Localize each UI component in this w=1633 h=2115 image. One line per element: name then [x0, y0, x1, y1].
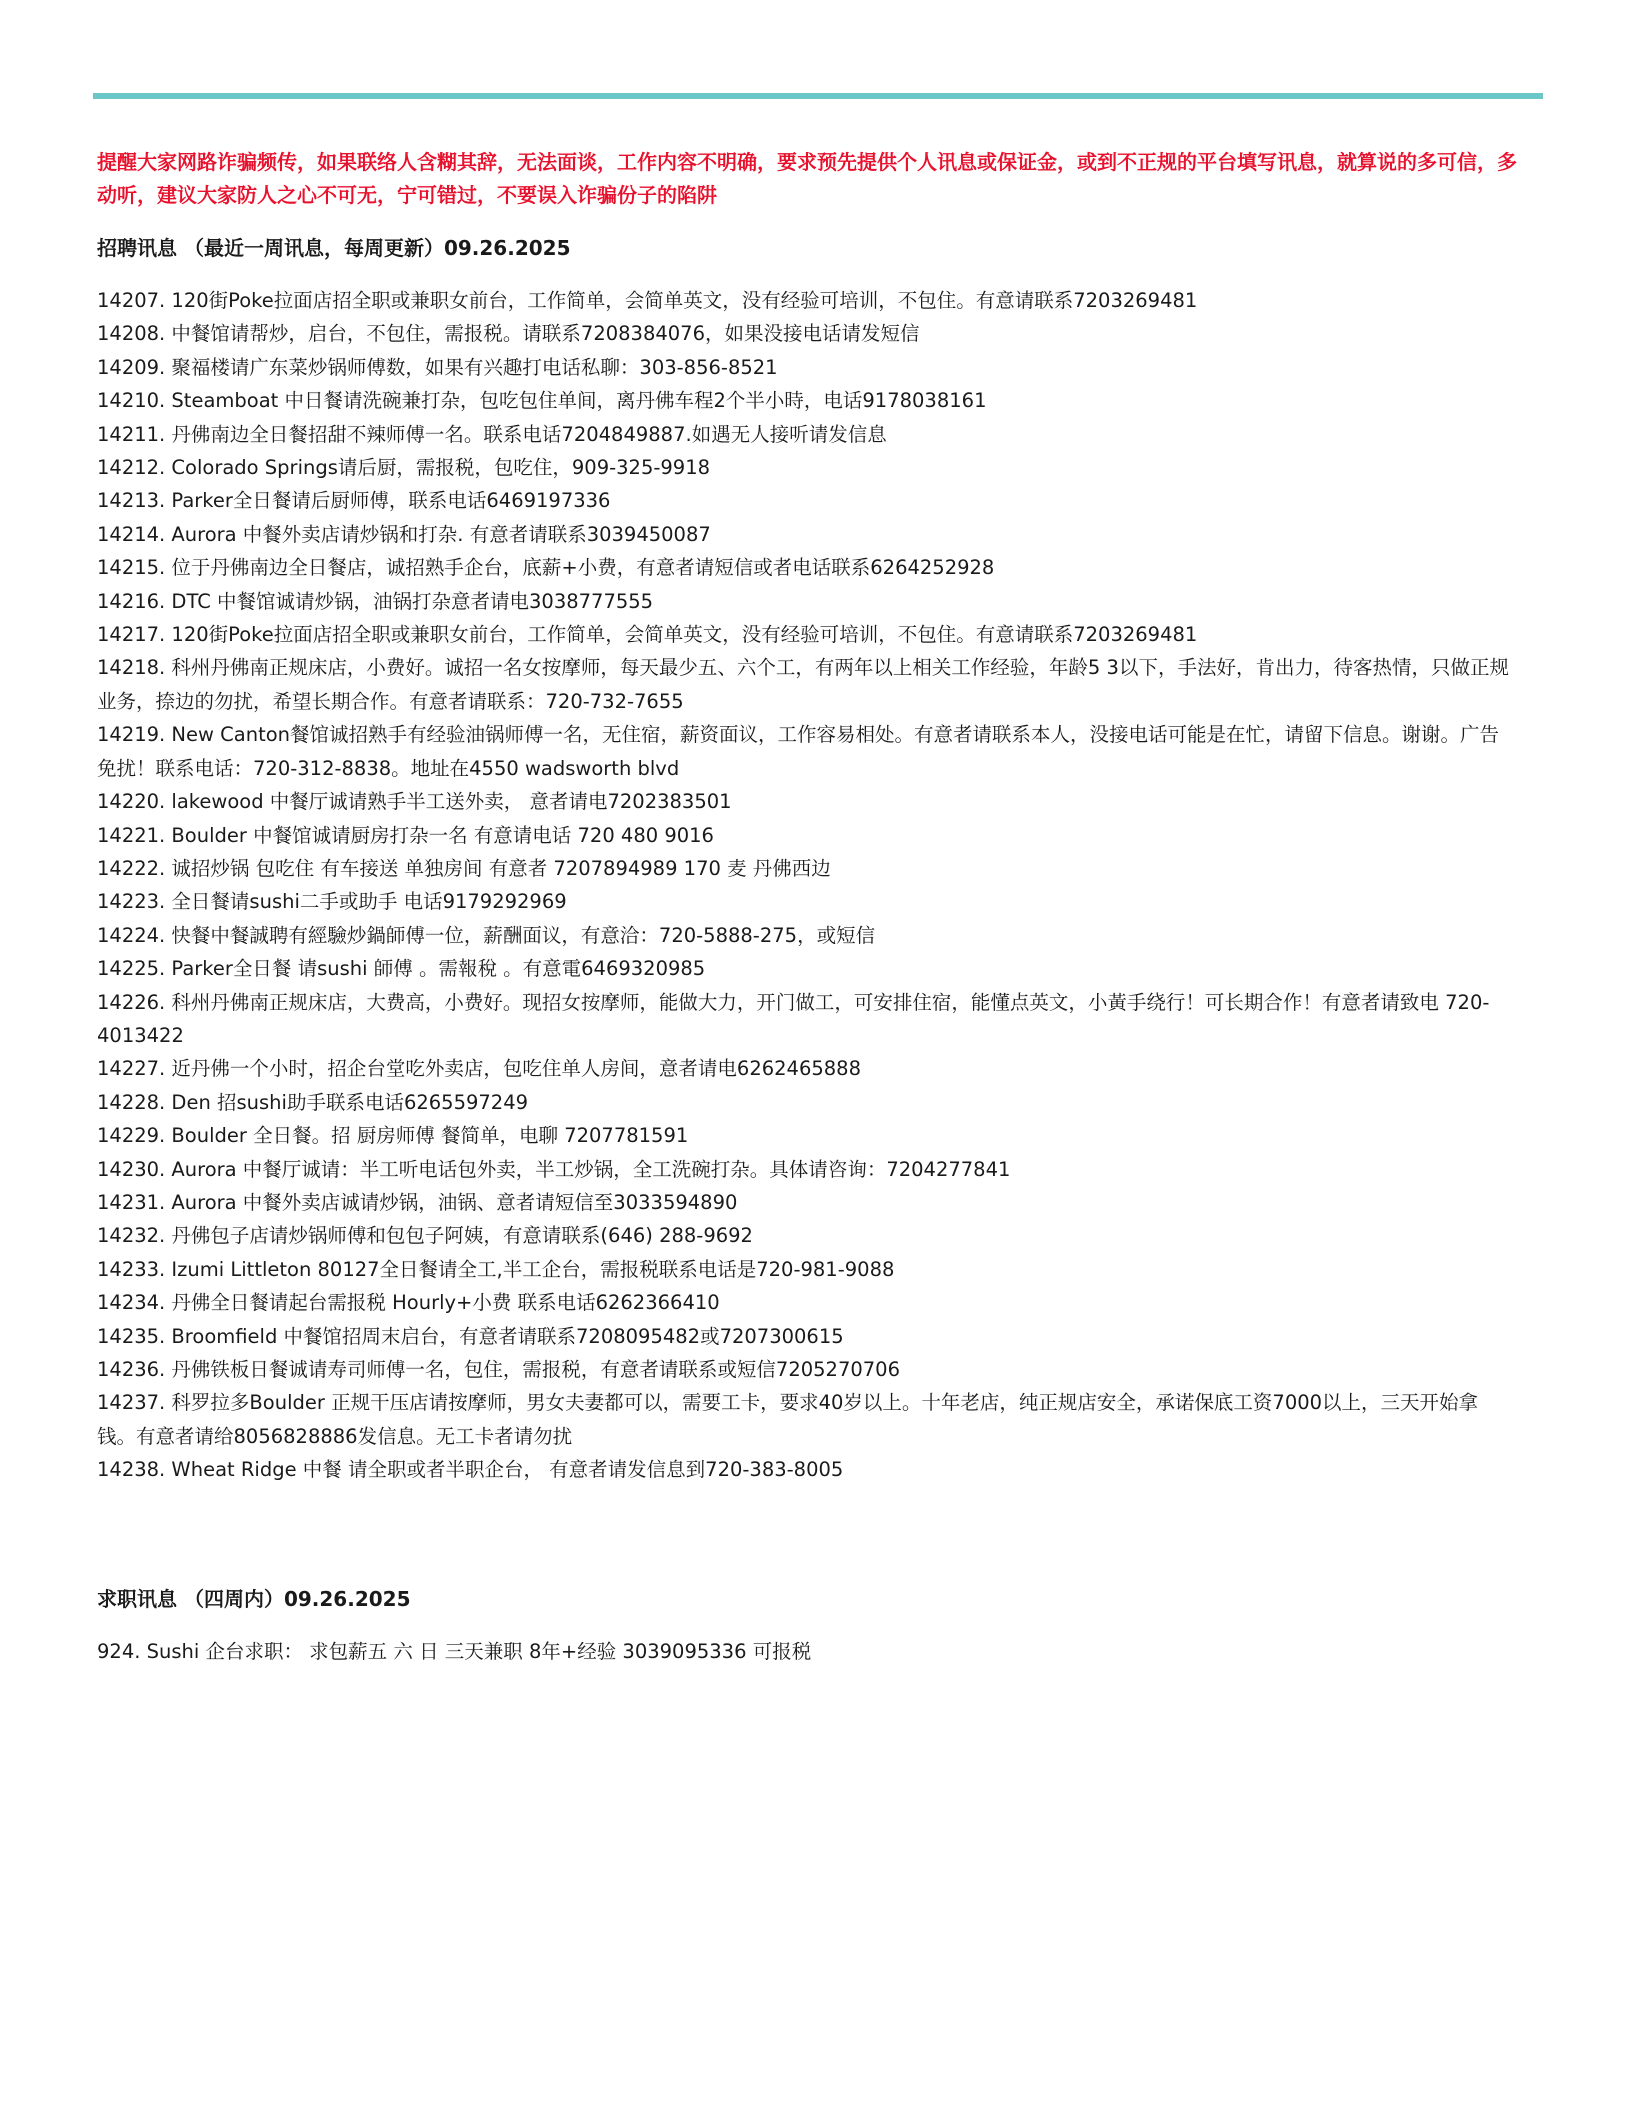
list-item: 14218. 科州丹佛南正规床店，小费好。诚招一名女按摩师，每天最少五、六个工，有两年以上相关工作经验，年龄5 3以下，手法好，肯出力，待客热情，只做正规业务，捺边的勿扰，希望长期合作。有意者请联系：720-732-7655 [97, 656, 1509, 713]
list-item: 14231. Aurora 中餐外卖店诚请炒锅，油锅、意者请短信至3033594890 [97, 1190, 738, 1214]
seeker-listings [97, 1635, 1517, 1668]
list-item: 14213. Parker全日餐请后厨师傅，联系电话6469197336 [97, 489, 611, 513]
list-item: 14214. Aurora 中餐外卖店请炒锅和打杂. 有意者请联系3039450087 [97, 522, 711, 546]
list-item: 924. Sushi 企台求职： 求包薪五 六 日 三天兼职 8年+经验 3039095336 可报税 [97, 1639, 812, 1663]
list-item: 14221. Boulder 中餐馆诚请厨房打杂一名 有意请电话 720 480 9016 [97, 823, 714, 847]
list-item: 14236. 丹佛铁板日餐诚请寿司师傅一名，包住，需报税，有意者请联系或短信7205270706 [97, 1358, 900, 1381]
page-content [97, 146, 1517, 1668]
header-divider [93, 93, 1543, 99]
list-item: 14233. Izumi Littleton 80127全日餐请全工,半工企台，需报税联系电话是720-981-9088 [97, 1257, 895, 1281]
list-item: 14223. 全日餐请sushi二手或助手 电话9179292969 [97, 890, 567, 914]
list-item: 14235. Broomfield 中餐馆招周末启台，有意者请联系7208095482或7207300615 [97, 1324, 844, 1348]
list-item: 14225. Parker全日餐 请sushi 師傅 。需報稅 。有意電6469320985 [97, 957, 706, 981]
list-item: 14212. Colorado Springs请后厨，需报税，包吃住，909-325-9918 [97, 456, 711, 480]
job-listings [97, 284, 1517, 1487]
list-item: 14208. 中餐馆请帮炒，启台，不包住，需报税。请联系7208384076，如果没接电话请发短信 [97, 322, 920, 346]
list-item: 14220. lakewood 中餐厅诚请熟手半工送外卖， 意者请电7202383501 [97, 790, 732, 814]
list-item: 14224. 快餐中餐誠聘有經驗炒鍋師傅一位，薪酬面议，有意洽：720-5888-275，或短信 [97, 923, 876, 947]
list-item: 14216. DTC 中餐馆诚请炒锅，油锅打杂意者请电3038777555 [97, 589, 654, 613]
list-item: 14226. 科州丹佛南正规床店，大费高，小费好。现招女按摩师，能做大力，开门做工，可安排住宿，能懂点英文，小黃手绕行！可长期合作！有意者请致电 720-4013422 [97, 990, 1490, 1047]
list-item: 14219. New Canton餐馆诚招熟手有经验油锅师傅一名，无住宿，薪资面议，工作容易相处。有意者请联系本人，没接电话可能是在忙，请留下信息。谢谢。广告免扰！联系电话：720-312-8838。地址在4550 wadsworth blvd [97, 723, 1500, 780]
scam-warning: 提醒大家网路诈骗频传，如果联络人含糊其辞，无法面谈，工作内容不明确，要求预先提供个人讯息或保证金，或到不正规的平台填写讯息，就算说的多可信，多动听，建议大家防人之心不可无，宁可错过，不要误入诈骗份子的陷阱 [97, 150, 1517, 207]
list-item: 14238. Wheat Ridge 中餐 请全职或者半职企台， 有意者请发信息到720-383-8005 [97, 1458, 844, 1482]
seekers-section-title: 求职讯息 （四周内）09.26.2025 [97, 1586, 411, 1611]
list-item: 14210. Steamboat 中日餐请洗碗兼打杂，包吃包住单间，离丹佛车程2个半小時，电话9178038161 [97, 389, 987, 413]
list-item: 14222. 诚招炒锅 包吃住 有车接送 单独房间 有意者 7207894989 170 麦 丹佛西边 [97, 856, 831, 880]
list-item: 14234. 丹佛全日餐请起台需报税 Hourly+小费 联系电话6262366410 [97, 1291, 720, 1315]
list-item: 14227. 近丹佛一个小时，招企台堂吃外卖店，包吃住单人房间，意者请电6262465888 [97, 1057, 861, 1081]
list-item: 14209. 聚福楼请广东菜炒锅师傅数，如果有兴趣打电话私聊：303-856-8521 [97, 355, 778, 379]
list-item: 14207. 120街Poke拉面店招全职或兼职女前台，工作简单，会简单英文，没有经验可培训，不包住。有意请联系7203269481 [97, 289, 1198, 312]
list-item: 14229. Boulder 全日餐。招 厨房师傅 餐简单，电聊 7207781591 [97, 1124, 689, 1148]
list-item: 14237. 科罗拉多Boulder 正规干压店请按摩师，男女夫妻都可以，需要工卡，要求40岁以上。十年老店，纯正规店安全，承诺保底工资7000以上，三天开始拿钱。有意者请给8056828886发信息。无工卡者请勿扰 [97, 1391, 1479, 1448]
list-item: 14217. 120街Poke拉面店招全职或兼职女前台，工作简单，会简单英文，没有经验可培训，不包住。有意请联系7203269481 [97, 623, 1198, 647]
list-item: 14230. Aurora 中餐厅诚请：半工听电话包外卖，半工炒锅，全工洗碗打杂。具体请咨询：7204277841 [97, 1157, 1011, 1181]
list-item: 14232. 丹佛包子店请炒锅师傅和包包子阿姨，有意请联系(646) 288-9692 [97, 1224, 753, 1248]
list-item: 14211. 丹佛南边全日餐招甜不辣师傅一名。联系电话7204849887.如遇无人接听请发信息 [97, 422, 887, 446]
list-item: 14228. Den 招sushi助手联系电话6265597249 [97, 1090, 529, 1114]
list-item: 14215. 位于丹佛南边全日餐店，诚招熟手企台，底薪+小费，有意者请短信或者电话联系6264252928 [97, 556, 995, 580]
jobs-section-title: 招聘讯息 （最近一周讯息，每周更新）09.26.2025 [97, 236, 571, 260]
